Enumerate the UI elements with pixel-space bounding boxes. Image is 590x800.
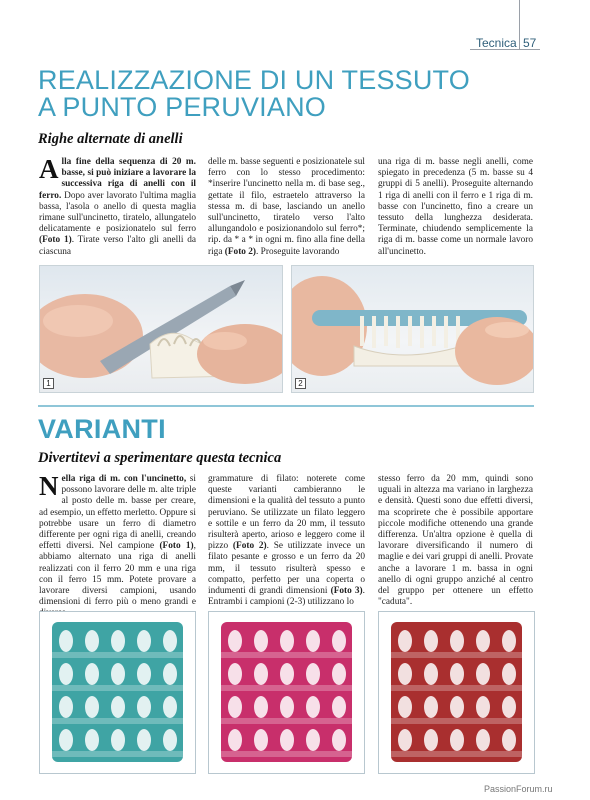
photo-1-crochet-loops xyxy=(39,265,283,393)
sample-pink-illustration xyxy=(209,612,364,773)
section2-column-1 xyxy=(39,471,197,620)
section1-col1-ref: (Foto 1) xyxy=(39,235,72,246)
section2-col2-text3: . Entrambi i campioni (2-3) utilizzano lo xyxy=(208,586,365,608)
section2-title: VARIANTI xyxy=(38,414,166,444)
photo-2-illustration xyxy=(292,266,534,393)
section2-col1-ref: (Foto 1) xyxy=(159,541,194,552)
section1-col2-ref: (Foto 2) xyxy=(224,246,257,257)
section1-subtitle: Righe alternate di anelli xyxy=(38,131,183,147)
section2-dropcap: N xyxy=(39,471,59,501)
section1-column-2 xyxy=(208,157,365,258)
section2-col3-text: stesso ferro da 20 mm, quindi sono uguali in altezza ma variano in larghezza e densità. Questi sono due effetti diversi, ma scoprirete che è possibile apportare piccole modifiche ottenendo una grande differenza. Un'altra opzione è quella di lavorare diversificando il numero di maglie e dei vari gruppi di anelli. Provate anche a lavorare 1 m. bassa in ogni anello di ogni gruppo anziché al centro del gruppo per ottenere un effetto "caduta". xyxy=(378,474,533,608)
section1-dropcap: A xyxy=(39,154,59,184)
section1-lead: lla fine della sequenza di 20 m. basse, si può iniziare a lavorare la successiva riga di anelli con il ferro. xyxy=(39,157,196,201)
sample-red-illustration xyxy=(379,612,534,773)
section1-col2-text: delle m. basse seguenti e posizionatele sul ferro con lo stesso procedimento: *inserire l'uncinetto nella m. di base seg., gettate il filo, estraetelo attraverso la stessa m. di base, lasciando un anello sull'uncinetto, tiratelo verso l'alto allungandolo e posizionandolo sul ferro*; rip. da * a * in ogni m. fino alla fine della riga xyxy=(208,157,365,257)
page-number: 57 xyxy=(523,36,537,50)
section2-col2-ref: (Foto 2) xyxy=(232,541,267,552)
header-vertical-rule xyxy=(519,0,520,50)
section1-column-3 xyxy=(378,157,533,258)
running-head: Tecnica xyxy=(476,36,517,50)
page-title-line-2: A PUNTO PERUVIANO xyxy=(38,92,326,122)
section2-col2-ref2: (Foto 3) xyxy=(330,586,363,597)
section2-col1-text2: , abbiamo alternato una riga di anelli realizzati con il ferro 20 mm e una riga con il ferro 15 mm. Potete provare a lavorare diversi campioni, usando dimensioni di ferro più o meno grandi e xyxy=(39,541,196,608)
page-title xyxy=(38,67,558,121)
photo-2-loops-on-needle xyxy=(291,265,534,393)
section1-column-1 xyxy=(39,154,196,258)
section1-col3-text: una riga di m. basse negli anelli, come spiegato in precedenza (5 m. basse su 4 gruppi di 5 anelli). Proseguite alternando 1 riga di anelli con il ferro e 1 riga di m. basse con l'uncinetto, fino a creare un tessuto della lunghezza desiderata. Terminate, chiudendo semplicemente la riga di m. basse come un normale lavoro all'uncinetto. xyxy=(378,157,533,257)
sample-red-swatch xyxy=(378,611,535,774)
sample-teal-illustration xyxy=(40,612,195,773)
section2-col2-text2: . Se utilizzate invece un filato pesante e grosso e un ferro da 20 mm, il tessuto risulterà spesso e compatto, perfetto per una coperta o indumenti di grandi dimensioni xyxy=(208,541,365,597)
sample-pink-swatch xyxy=(208,611,365,774)
section1-col1-text2: . Tirate verso l'alto gli anelli da ciascuna xyxy=(39,235,196,257)
section-divider xyxy=(38,405,534,407)
section2-column-3 xyxy=(378,474,533,608)
section2-col1-text: si possono lavorare delle m. alte triple al posto delle m. basse per creare, ad esempio, un effetto merletto. Oppure si potrebbe usare un ferro di diametro differente per ogni riga di anelli, creando effetti diversi. Nel campione xyxy=(39,474,197,552)
section2-lead: ella riga di m. con l'uncinetto, xyxy=(61,474,187,484)
photo-1-badge: 1 xyxy=(43,378,54,389)
page-title-line-1: REALIZZAZIONE DI UN TESSUTO xyxy=(38,65,470,95)
section1-col1-text: Dopo aver lavorato l'ultima maglia bassa, l'asola o anello di questa maglia rimane sull'uncinetto, tiratelo, allungatelo delicatamente e posizionatelo sul ferro xyxy=(39,190,196,235)
photo-2-badge: 2 xyxy=(295,378,306,389)
section1-col2-text2: . Proseguite lavorando xyxy=(256,246,340,257)
watermark: PassionForum.ru xyxy=(484,784,553,794)
section2-col2-text: grammature di filato: noterete come queste varianti cambieranno le dimensioni e la qualità del tessuto a punto peruviano. Se utilizzate un filato leggero e sottile e un ferro da 20 mm, il tessuto risulterà aperto, arioso e leggero come il pizzo xyxy=(208,474,365,552)
photo-1-illustration xyxy=(40,266,283,393)
sample-teal-swatch xyxy=(39,611,196,774)
section2-subtitle: Divertitevi a sperimentare questa tecnica xyxy=(38,450,282,466)
section2-column-2 xyxy=(208,474,365,608)
